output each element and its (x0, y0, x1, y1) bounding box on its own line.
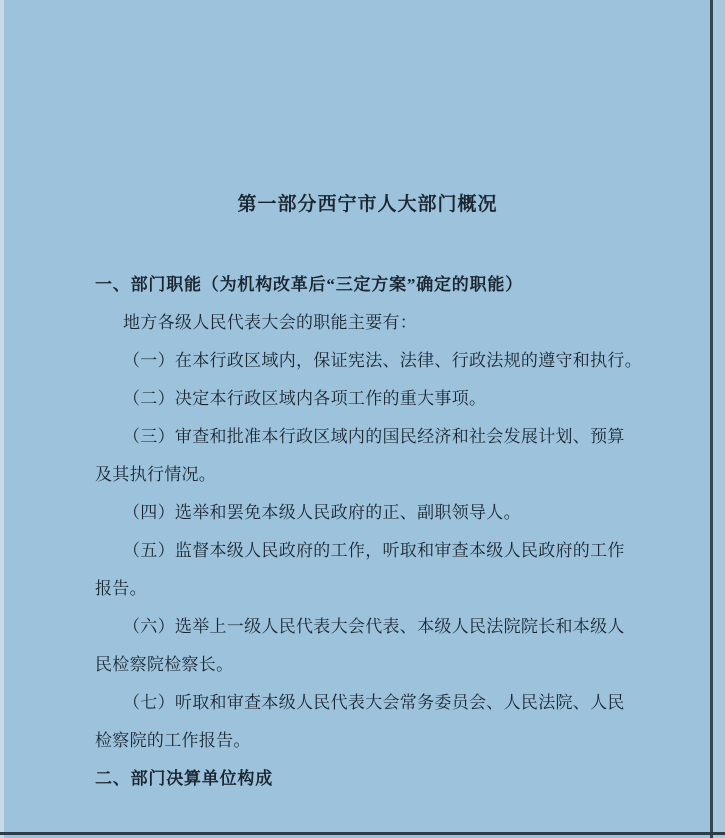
text-line: （四）选举和罢免本级人民政府的正、副职领导人。 (123, 503, 521, 522)
text-line: 检察院的工作报告。 (95, 731, 251, 750)
text-line: （六）选举上一级人民代表大会代表、本级人民法院院长和本级人 (123, 617, 625, 636)
section-heading: 一、部门职能（为机构改革后“三定方案”确定的职能） (95, 275, 523, 294)
text-line: （七）听取和审查本级人民代表大会常务委员会、人民法院、人民 (123, 693, 625, 712)
text-line: 报告。 (95, 579, 147, 598)
text-line: （二）决定本行政区域内各项工作的重大事项。 (123, 389, 487, 408)
text-line: （五）监督本级人民政府的工作，听取和审查本级人民政府的工作 (123, 541, 625, 560)
text-line: 及其执行情况。 (95, 465, 217, 484)
text-line: 民检察院检察长。 (95, 655, 234, 674)
text-line: 地方各级人民代表大会的职能主要有： (123, 313, 418, 332)
section-heading: 二、部门决算单位构成 (95, 769, 273, 788)
text-line: （一）在本行政区域内，保证宪法、法律、行政法规的遵守和执行。 (123, 351, 642, 370)
text-line: （三）审查和批准本行政区域内的国民经济和社会发展计划、预算 (123, 427, 625, 446)
document-title: 第一部分西宁市人大部门概况 (237, 194, 498, 215)
